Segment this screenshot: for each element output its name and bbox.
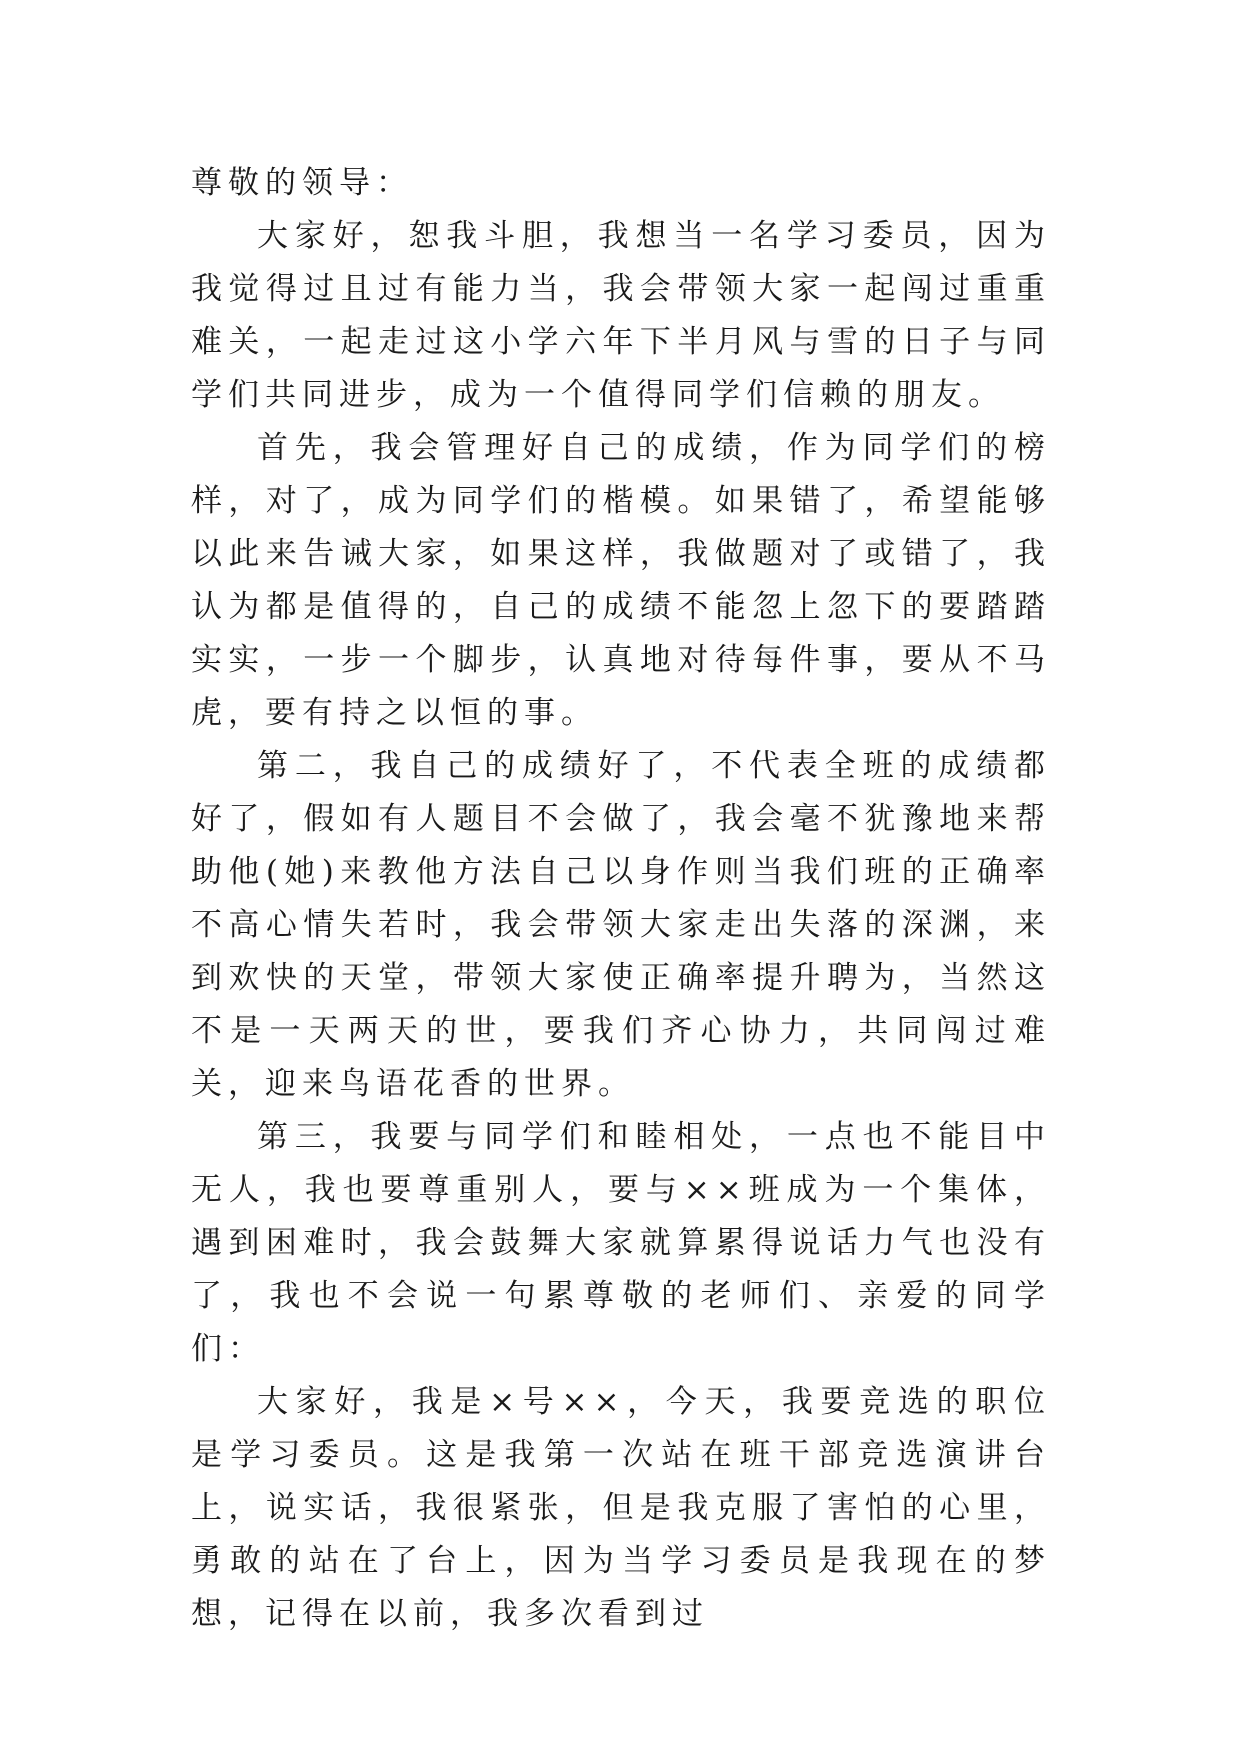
paragraph-1: 大家好，恕我斗胆，我想当一名学习委员，因为我觉得过且过有能力当，我会带领大家一起闯过重重难关，一起走过这小学六年下半月风与雪的日子与同学们共同进步，成为一个值得同学们信赖的朋友。 (191, 218, 1051, 413)
document-body (191, 157, 1051, 1641)
paragraph-3: 第二，我自己的成绩好了，不代表全班的成绩都好了，假如有人题目不会做了，我会毫不犹豫地来帮助他(她)来教他方法自己以身作则当我们班的正确率不高心情失若时，我会带领大家走出失落的深渊，来到欢快的天堂，带领大家使正确率提升聘为，当然这不是一天两天的世，要我们齐心协力，共同闯过难关，迎来鸟语花香的世界。 (191, 748, 1051, 1102)
paragraph-4: 第三，我要与同学们和睦相处，一点也不能目中无人，我也要尊重别人，要与××班成为一个集体，遇到困难时，我会鼓舞大家就算累得说话力气也没有了，我也不会说一句累尊敬的老师们、亲爱的同学们： (191, 1119, 1051, 1367)
paragraph-5: 大家好，我是×号××，今天，我要竞选的职位是学习委员。这是我第一次站在班干部竞选演讲台上，说实话，我很紧张，但是我克服了害怕的心里，勇敢的站在了台上，因为当学习委员是我现在的梦想，记得在以前，我多次看到过 (191, 1384, 1051, 1632)
paragraph-2: 首先，我会管理好自己的成绩，作为同学们的榜样，对了，成为同学们的楷模。如果错了，希望能够以此来告诫大家，如果这样，我做题对了或错了，我认为都是值得的，自己的成绩不能忽上忽下的要踏踏实实，一步一个脚步，认真地对待每件事，要从不马虎，要有持之以恒的事。 (191, 430, 1051, 731)
salutation: 尊敬的领导： (191, 165, 413, 201)
